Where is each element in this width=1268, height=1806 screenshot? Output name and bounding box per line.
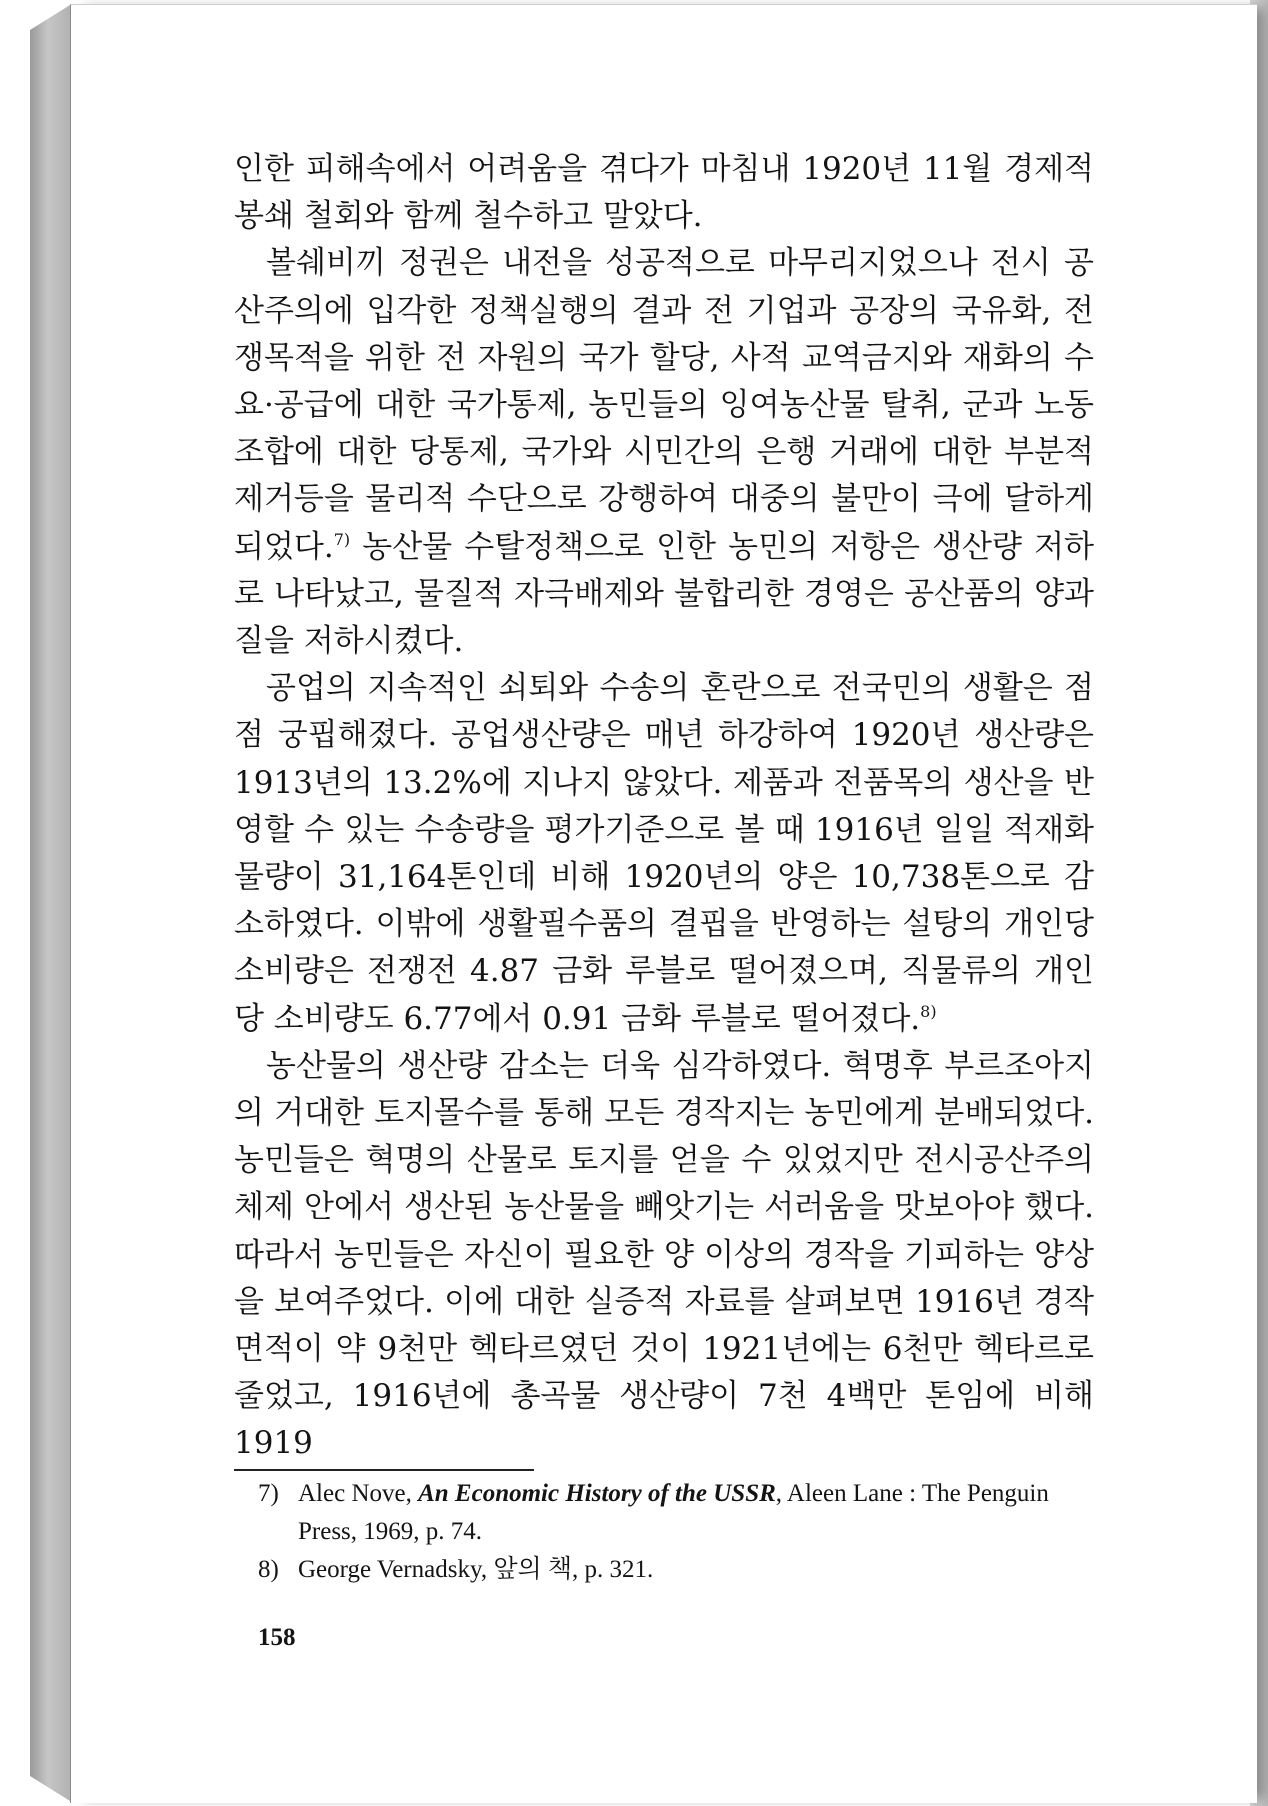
paragraph-1-line-1: 인한 피해속에서 어려움을 겪다가 마침내 1920년 11월 경제적 [234, 151, 1094, 187]
footnote-author: Alec Nove, [298, 1480, 419, 1507]
paragraph-4 [234, 1043, 1094, 1468]
paragraph-2-text-b: 농산물 수탈정책으로 인한 농민의 저항은 생산량 저하로 나타났고, 물질적 자극배제와 불합리한 경영은 공산품의 양과 질을 저하시켰다. [234, 528, 1094, 660]
body-text [234, 146, 1094, 1468]
paragraph-1 [234, 146, 1094, 193]
paragraph-1-line-2: 봉쇄 철회와 함께 철수하고 말았다. [234, 198, 703, 235]
footnote-text [298, 1475, 1098, 1551]
footnote-ref-8: 8) [920, 1001, 937, 1021]
footnotes [258, 1475, 1098, 1589]
book-spine [30, 5, 70, 1801]
paragraph-1-end [234, 193, 1094, 240]
paragraph-2-text-a: 볼쉐비끼 정권은 내전을 성공적으로 마무리지었으나 전시 공산주의에 입각한 정책실행의 결과 전 기업과 공장의 국유화, 전쟁목적을 위한 전 자원의 국가 할당, 사적 교역금지와 재화의 수요·공급에 대한 국가통제, 농민들의 잉여농산물 탈취, 군과 노동조합에 대한 당통제, 국가와 시민간의 은행 거래에 대한 부분적 제거등을 물리적 수단으로 강행하여 대중의 불만이 극에 달하게 되었다. [234, 245, 1094, 565]
footnote-7 [258, 1475, 1098, 1551]
footnote-ref-7: 7) [333, 529, 351, 549]
paragraph-4-text: 농산물의 생산량 감소는 더욱 심각하였다. 혁명후 부르조아지의 거대한 토지몰수를 통해 모든 경작지는 농민에게 분배되었다. 농민들은 혁명의 산물로 토지를 얻을 수 있었지만 전시공산주의 체제 안에서 생산된 농산물을 빼앗기는 서러움을 맛보아야 했다. 따라서 농민들은 자신이 필요한 양 이상의 경작을 기피하는 양상을 보여주었다. 이에 대한 실증적 자료를 살펴보면 1916년 경작면적이 약 9천만 헥타르였던 것이 1921년에는 6천만 헥타르로 줄었고, 1916년에 총곡물 생산량이 7천 4백만 톤임에 비해 1919 [234, 1047, 1094, 1462]
paragraph-3-text: 공업의 지속적인 쇠퇴와 수송의 혼란으로 전국민의 생활은 점점 궁핍해졌다. 공업생산량은 매년 하강하여 1920년 생산량은 1913년의 13.2%에 지나지 않았다. 제품과 전품목의 생산을 반영할 수 있는 수송량을 평가기준으로 볼 때 1916년 일일 적재화물량이 31,164톤인데 비해 1920년의 양은 10,738톤으로 감소하였다. 이밖에 생활필수품의 결핍을 반영하는 설탕의 개인당 소비량은 전쟁전 4.87 금화 루블로 떨어졌으며, 직물류의 개인당 소비량도 6.77에서 0.91 금화 루블로 떨어졌다. [234, 670, 1094, 1037]
paragraph-2 [234, 240, 1094, 665]
footnote-book-title: An Economic History of the USSR [418, 1480, 776, 1507]
footnote-text: George Vernadsky, 앞의 책, p. 321. [298, 1556, 654, 1583]
footnote-number: 8) [258, 1556, 279, 1583]
page-number: 158 [258, 1624, 296, 1651]
footnote-divider [234, 1469, 534, 1471]
footnote-publisher: , Aleen Lane : The Penguin Press, 1969, p. 74. [298, 1480, 1049, 1545]
footnote-8 [258, 1551, 1098, 1589]
paragraph-3 [234, 665, 1094, 1043]
footnote-number: 7) [258, 1480, 279, 1507]
